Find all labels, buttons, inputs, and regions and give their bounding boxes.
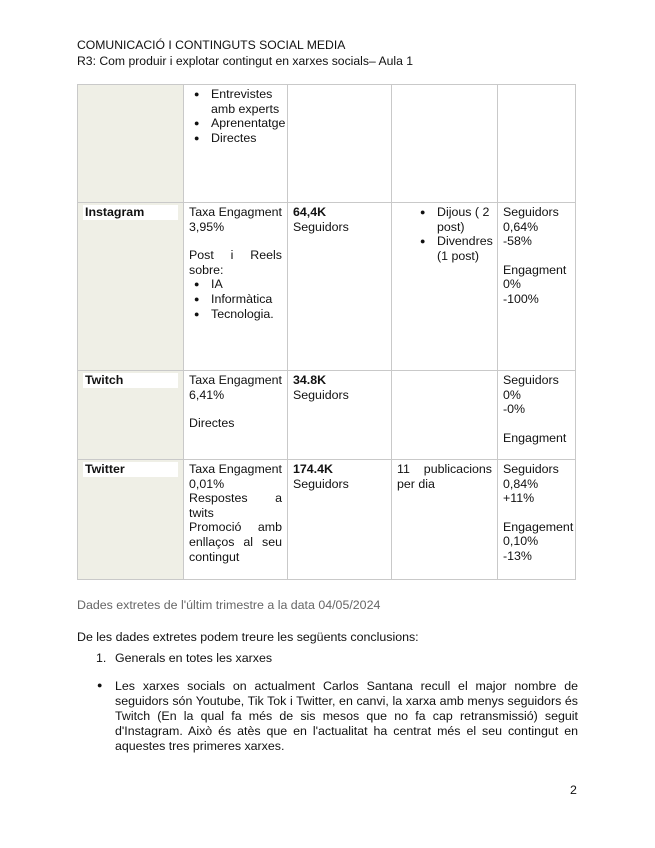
stat-label: Engagment	[503, 430, 567, 445]
table-row-instagram	[78, 203, 576, 371]
source-note: Dades extretes de l'últim trimestre a la data 04/05/2024	[77, 598, 381, 612]
frequency-cell	[392, 85, 498, 203]
followers-label: Seguidors	[293, 219, 349, 234]
stat-value: 0,84%	[503, 476, 539, 491]
item-number: 1.	[96, 651, 107, 665]
conclusion-paragraph: Les xarxes socials on actualment Carlos Santana recull el major nombre de seguidors són Youtube, Tik Tok i Twitter, en canvi, la xarxa amb menys seguidors és Twitch (En la qual fa més de sis mesos que no fa cap retransmissió) seguit d'Instagram. Això és atès que en l'actualitat ha centrat més el seu contingut en aquestes tres primeres xarxes.	[115, 679, 578, 753]
list-item: ● Directes	[211, 131, 282, 146]
followers-cell	[288, 85, 392, 203]
post-frequency: 11 publicacions per dia	[397, 462, 492, 491]
network-name: Twitch	[83, 373, 178, 388]
stat-label: Engagment	[503, 262, 567, 277]
followers-cell	[288, 460, 392, 580]
stats-cell	[498, 85, 576, 203]
table-row-continuation	[78, 85, 576, 203]
content-cell	[184, 85, 288, 203]
stat-change: -100%	[503, 291, 539, 306]
network-name: Instagram	[83, 205, 178, 220]
followers-label: Seguidors	[293, 387, 349, 402]
list-item: ● Dijous ( 2 post)	[437, 205, 492, 234]
followers-count: 64,4K	[293, 205, 327, 219]
frequency-cell	[392, 371, 498, 460]
list-item: ● Informàtica	[211, 292, 282, 307]
document-header	[77, 38, 413, 69]
social-stats-table	[77, 84, 576, 580]
table-row-twitch	[78, 371, 576, 460]
engagement-rate: Taxa Engagment 3,95%	[189, 205, 282, 234]
stat-value: 0%	[503, 387, 521, 402]
content-topics-label: Post i Reels sobre:	[189, 248, 282, 277]
content-type: Promoció amb enllaços al seu contingut	[189, 520, 282, 564]
conclusions-intro: De les dades extretes podem treure les següents conclusions:	[77, 630, 419, 644]
item-text: Generals en totes les xarxes	[115, 651, 273, 665]
table-row-twitter	[78, 460, 576, 580]
list-item: ● Aprenentatge	[211, 116, 282, 131]
followers-count: 34.8K	[293, 373, 327, 387]
content-cell	[184, 371, 288, 460]
network-cell	[78, 371, 184, 460]
network-name: Twitter	[83, 462, 178, 477]
list-item: ● Entrevistes amb experts	[211, 87, 282, 116]
stats-cell	[498, 371, 576, 460]
content-cell	[184, 203, 288, 371]
stats-cell	[498, 460, 576, 580]
stat-value: 0%	[503, 277, 521, 292]
course-title: COMUNICACIÓ I CONTINGUTS SOCIAL MEDIA	[77, 38, 346, 52]
followers-cell	[288, 371, 392, 460]
stat-change: -0%	[503, 402, 526, 417]
list-item: ● Tecnologia.	[211, 307, 282, 322]
engagement-rate: Taxa Engagment 6,41%	[189, 373, 282, 402]
content-cell	[184, 460, 288, 580]
stat-value: 0,64%	[503, 219, 539, 234]
network-cell	[78, 85, 184, 203]
stat-change: +11%	[503, 491, 535, 506]
frequency-cell	[392, 203, 498, 371]
stat-label: Seguidors	[503, 205, 559, 219]
stat-change: -58%	[503, 234, 532, 249]
stat-label: Seguidors	[503, 373, 559, 387]
bullet-icon: ●	[97, 680, 103, 690]
network-cell	[78, 203, 184, 371]
stat-value: 0,10%	[503, 534, 539, 549]
numbered-item	[96, 651, 272, 665]
list-item: ● IA	[211, 277, 282, 292]
content-type: Respostes a twits	[189, 491, 282, 520]
followers-cell	[288, 203, 392, 371]
engagement-rate: Taxa Engagment 0,01%	[189, 462, 282, 491]
stat-label: Engagement	[503, 519, 574, 534]
list-item: ● Divendres (1 post)	[437, 234, 492, 263]
network-cell	[78, 460, 184, 580]
page-number: 2	[570, 783, 577, 797]
stat-label: Seguidors	[503, 462, 559, 476]
followers-count: 174.4K	[293, 462, 333, 476]
stat-change: -13%	[503, 548, 532, 563]
followers-label: Seguidors	[293, 476, 349, 491]
content-type: Directes	[189, 416, 235, 431]
stats-cell	[498, 203, 576, 371]
frequency-cell	[392, 460, 498, 580]
unit-title: R3: Com produir i explotar contingut en xarxes socials– Aula 1	[77, 54, 414, 68]
